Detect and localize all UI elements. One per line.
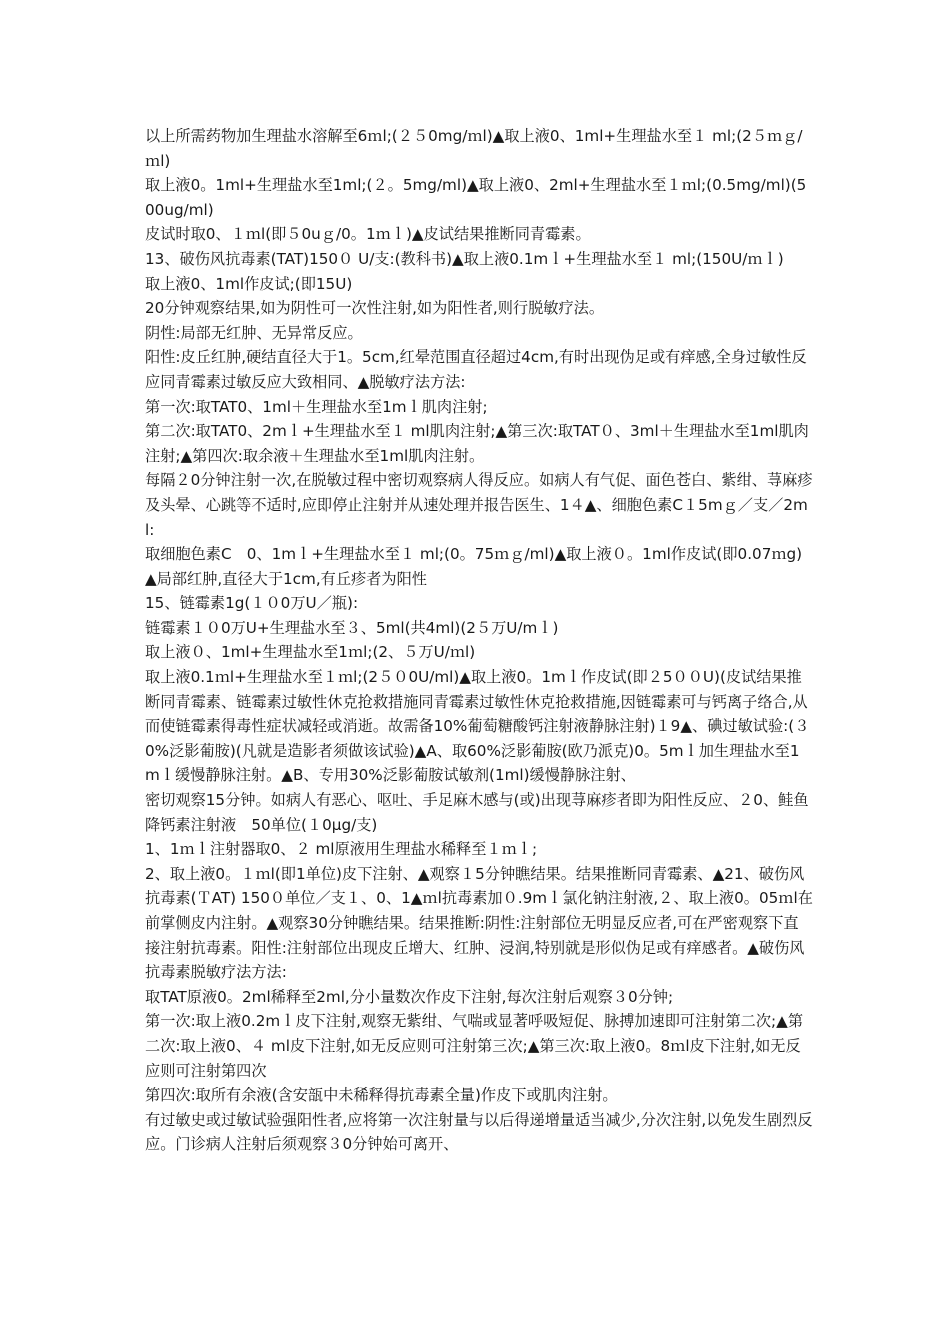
- paragraph: 1、1ｍｌ注射器取0、２ ml原液用生理盐水稀释至１ｍｌ;: [145, 840, 538, 859]
- paragraph: 15、链霉素1g(１０0万U／瓶):: [145, 594, 359, 613]
- paragraph: 取上液0.1ｍl+生理盐水至１ｍl;(2５０0U/ml)▲取上液0。1mｌ作皮试(即２5００U)(皮试结果推断同青霉素、链霉素过敏性休克抢救措施同青霉素过敏性休克抢救措施,因链霉素可与钙离子络合,从而使链霉素得毒性症状减轻或消逝。故需备10%葡萄糖酸钙注射液静脉注射)１9▲、碘过敏试验:(３0%泛影葡胺)(凡就是造影者须做该试验)▲A、取60%泛影葡胺(欧乃派克)0。5mｌ加生理盐水至1mｌ缓慢静脉注射。▲B、专用30%泛影葡胺试敏剂(1ml)缓慢静脉注射、: [145, 668, 810, 785]
- paragraph: 阴性:局部无红肿、无异常反应。: [145, 323, 363, 342]
- paragraph: 第二次:取TAT0、2mｌ+生理盐水至１ ml肌肉注射;▲第三次:取TAT０、3ml＋生理盐水至1ml肌肉注射;▲第四次:取余液＋生理盐水至1ml肌肉注射。: [145, 422, 809, 465]
- paragraph: 皮试时取0、１ｍl(即５0uｇ/0。1ｍｌ)▲皮试结果推断同青霉素。: [145, 225, 591, 244]
- paragraph: 取上液0、1ml作皮试;(即15U): [145, 274, 353, 293]
- paragraph: 2、取上液0。１ｍl(即1单位)皮下注射、▲观察１5分钟瞧结果。结果推断同青霉素、▲21、破伤风抗毒素(ＴAT) 150０单位／支１、0、1▲ｍl抗毒素加０.9mｌ氯化钠注射液,２、取上液0。05ｍl在前掌侧皮内注射。▲观察30分钟瞧结果。结果推断:阴性:注射部位无明显反应者,可在严密观察下直接注射抗毒素。阳性:注射部位出现皮丘增大、红肿、浸润,特别就是形似伪足或有痒感者。▲破伤风抗毒素脱敏疗法方法:: [145, 864, 813, 982]
- paragraph: 13、破伤风抗毒素(TAT)150０ U/支:(教科书)▲取上液0.1mｌ+生理盐水至１ ml;(150U/ｍｌ): [145, 249, 784, 268]
- paragraph: 第一次:取TAT0、1ml＋生理盐水至1mｌ肌肉注射;: [145, 397, 488, 416]
- document-body: [145, 124, 813, 1157]
- paragraph: 链霉素１０0万U+生理盐水至３、5ml(共4ml)(2５万U/mｌ): [145, 618, 559, 637]
- paragraph: 取TAT原液0。2ml稀释至2ml,分小量数次作皮下注射,每次注射后观察３0分钟;: [145, 987, 674, 1006]
- paragraph: 阳性:皮丘红肿,硬结直径大于1。5cm,红晕范围直径超过4cm,有时出现伪足或有痒感,全身过敏性反应同青霉素过敏反应大致相同、▲脱敏疗法方法:: [145, 348, 807, 391]
- paragraph: 每隔２0分钟注射一次,在脱敏过程中密切观察病人得反应。如病人有气促、面色苍白、紫绀、荨麻疹及头晕、心跳等不适时,应即停止注射并从速处理并报告医生、1４▲、细胞色素C１5mｇ／支／2ml:: [145, 471, 813, 539]
- paragraph: 取上液０、1ml+生理盐水至1ｍl;(2、５万U/ｍl): [145, 643, 476, 662]
- paragraph: 取细胞色素C 0、1mｌ+生理盐水至１ ml;(0。75ｍｇ/ml)▲取上液０。1ml作皮试(即0.07ｍg)▲局部红肿,直径大于1cm,有丘疹者为阳性: [145, 545, 803, 588]
- paragraph: 有过敏史或过敏试验强阳性者,应将第一次注射量与以后得递增量适当减少,分次注射,以免发生剧烈反应。门诊病人注射后须观察３0分钟始可离开、: [145, 1110, 813, 1154]
- paragraph: 以上所需药物加生理盐水溶解至6ｍl;(２５0mg/ｍl)▲取上液0、1ml+生理盐水至１ ml;(2５ｍｇ/ｍl): [145, 127, 803, 170]
- paragraph: 取上液0。1ml+生理盐水至1ml;(２。5mg/ml)▲取上液0、2ml+生理盐水至１ｍl;(0.5mg/ml)(500ug/ml): [145, 176, 807, 219]
- paragraph: 密切观察15分钟。如病人有恶心、呕吐、手足麻木感与(或)出现荨麻疹者即为阳性反应、２0、鲑鱼降钙素注射液 50单位(１0μg/支): [145, 791, 809, 834]
- paragraph: 第四次:取所有余液(含安瓿中未稀释得抗毒素全量)作皮下或肌肉注射。: [145, 1086, 618, 1105]
- paragraph: 20分钟观察结果,如为阴性可一次性注射,如为阳性者,则行脱敏疗法。: [145, 299, 605, 318]
- paragraph: 第一次:取上液0.2mｌ皮下注射,观察无紫绀、气喘或显著呼吸短促、脉搏加速即可注射第二次;▲第二次:取上液0、４ ml皮下注射,如无反应则可注射第三次;▲第三次:取上液0。8ｍl皮下注射,如无反应则可注射第四次: [145, 1012, 804, 1080]
